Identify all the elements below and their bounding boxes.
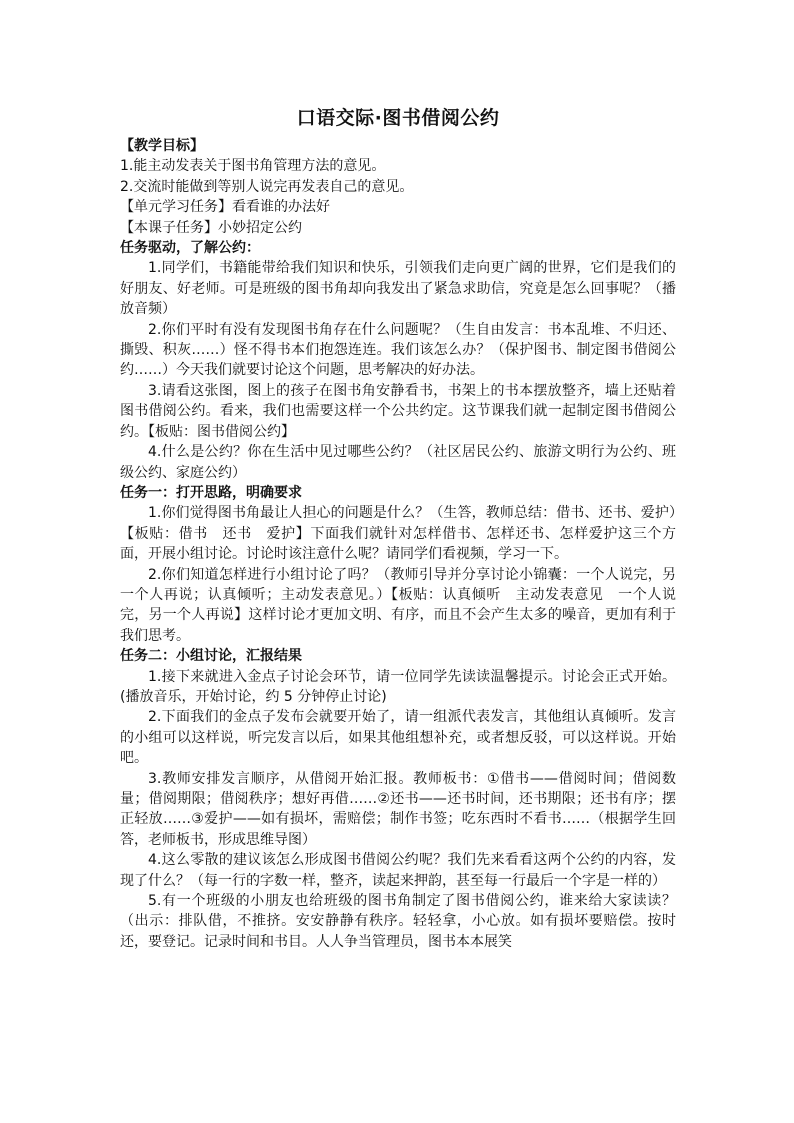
section2-paragraph-3: 3.教师安排发言顺序，从借阅开始汇报。教师板书：①借书——借阅时间；借阅数量；借阅期限；借阅秩序；想好再借……②还书——还书时间，还书期限；还书有序；摆正轻放……③爱护——如有损坏，需赔偿；制作书签；吃东西时不看书……（根据学生回答，老师板书，形成思维导图）: [120, 770, 676, 848]
section2-paragraph-5: 5.有一个班级的小朋友也给班级的图书角制定了图书借阅公约，谁来给大家读读？（出示：排队借，不推挤。安安静静有秩序。轻轻拿，小心放。如有损坏要赔偿。按时还，要登记。记录时间和书目。人人争当管理员，图书本本展笑: [120, 893, 676, 950]
objective-item-1: 1.能主动发表关于图书角管理方法的意见。: [120, 158, 386, 175]
section2-paragraph-1: 1.接下来就进入金点子讨论会环节，请一位同学先读读温馨提示。讨论会正式开始。(播放音乐，开始讨论，约 5 分钟停止讨论): [120, 668, 676, 705]
section2-paragraph-2: 2.下面我们的金点子发布会就要开始了，请一组派代表发言，其他组认真倾听。发言的小组可以这样说，听完发言以后，如果其他组想补充，或者想反驳，可以这样说。开始吧。: [120, 709, 676, 767]
section0-paragraph-4: 4.什么是公约？你在生活中见过哪些公约？（社区居民公约、旅游文明行为公约、班级公约、家庭公约）: [120, 444, 676, 481]
unit-task: 【单元学习任务】看看谁的办法好: [120, 199, 330, 216]
section2-paragraph-4: 4.这么零散的建议该怎么形成图书借阅公约呢？我们先来看看这两个公约的内容，发现了什么？（每一行的字数一样，整齐，读起来押韵，甚至每一行最后一个字是一样的）: [120, 852, 676, 889]
objective-item-2: 2.交流时能做到等别人说完再发表自己的意见。: [120, 178, 414, 195]
page-title: 口语交际·图书借阅公约: [296, 107, 500, 129]
section0-heading: 任务驱动，了解公约：: [120, 240, 260, 257]
section1-paragraph-2: 2.你们知道怎样进行小组讨论了吗？（教师引导并分享讨论小锦囊：一个人说完，另一个人再说；认真倾听；主动发表意见。）【板贴：认真倾听 主动发表意见 一个人说完，另一个人再说】这样讨论才更加文明、有序，而且不会产生太多的噪音，更加有利于我们思考。: [120, 566, 676, 644]
section0-paragraph-1: 1.同学们，书籍能带给我们知识和快乐，引领我们走向更广阔的世界，它们是我们的好朋友、好老师。可是班级的图书角却向我发出了紧急求助信，究竟是怎么回事呢？（播放音频）: [120, 260, 676, 318]
section2-heading: 任务二：小组讨论，汇报结果: [120, 648, 302, 665]
objectives-heading: 【教学目标】: [120, 138, 204, 154]
section0-paragraph-2: 2.你们平时有没有发现图书角存在什么问题呢？（生自由发言：书本乱堆、不归还、撕毁、积灰……）怪不得书本们抱怨连连。我们该怎么办？（保护图书、制定图书借阅公约……）今天我们就要讨论这个问题，思考解决的好办法。: [120, 321, 676, 379]
lesson-task: 【本课子任务】小妙招定公约: [120, 219, 302, 236]
document-page: [120, 104, 676, 952]
section1-paragraph-1: 1.你们觉得图书角最让人担心的问题是什么？（生答，教师总结：借书、还书、爱护）【板贴：借书 还书 爱护】下面我们就针对怎样借书、怎样还书、怎样爱护这三个方面，开展小组讨论。讨论时该注意什么呢？请同学们看视频，学习一下。: [120, 505, 676, 563]
section0-paragraph-3: 3.请看这张图，图上的孩子在图书角安静看书，书架上的书本摆放整齐，墙上还贴着图书借阅公约。看来，我们也需要这样一个公共约定。这节课我们就一起制定图书借阅公约。【板贴：图书借阅公约】: [120, 382, 676, 440]
section1-heading: 任务一：打开思路，明确要求: [120, 484, 302, 501]
